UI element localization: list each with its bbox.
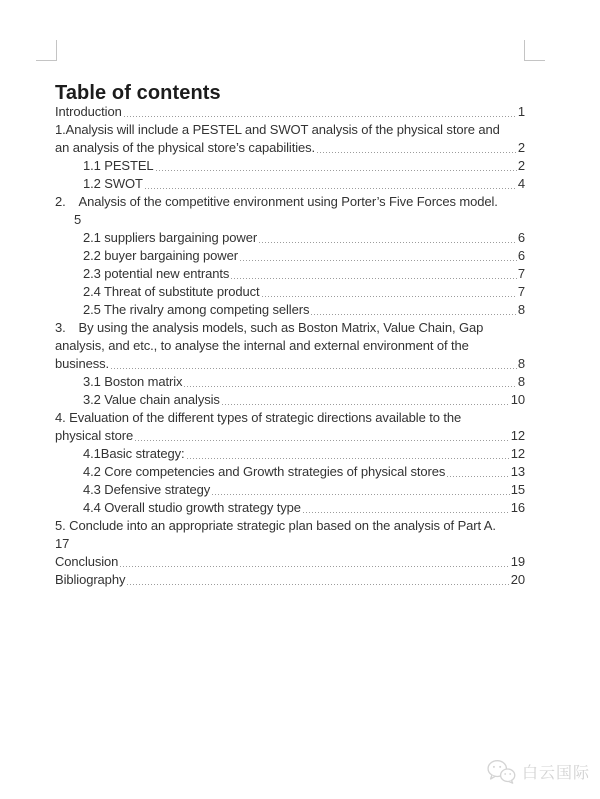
toc-entry[interactable] [55,571,525,589]
watermark [486,759,590,784]
toc-entry-label: 4.1Basic strategy: [83,446,185,461]
toc-page-number: 7 [517,266,525,281]
toc-page-number: 20 [510,572,525,587]
toc-entry[interactable] [55,103,525,121]
toc-page-number: 2 [517,158,525,173]
toc-page-number: 13 [510,464,525,479]
toc-entry[interactable] [55,391,525,409]
toc-entry[interactable] [55,463,525,481]
toc-entry[interactable] [55,193,525,211]
toc-entry-label: analysis, and etc., to analyse the internal and external environment of the [55,338,469,353]
toc-dot-leader [145,188,517,189]
toc-dot-leader [471,350,524,351]
toc-entry-label: 4.3 Defensive strategy [83,482,211,497]
toc-page-number: 16 [510,500,525,515]
toc-entry-label: Bibliography [55,572,126,587]
toc-page-number: 6 [517,230,525,245]
toc-page-number: 6 [517,248,525,263]
toc-entry[interactable] [55,355,525,373]
toc-dot-leader [311,314,517,315]
toc-dot-leader [485,332,524,333]
toc-dot-leader [498,530,524,531]
toc-page-number: 12 [510,428,525,443]
toc-entry-label: 2.4 Threat of substitute product [83,284,260,299]
page-title: Table of contents [55,82,221,105]
toc-dot-leader [127,584,509,585]
toc-page-number: 19 [510,554,525,569]
toc-entry[interactable] [55,337,525,355]
watermark-label: 白云国际 [521,765,590,782]
toc-entry-label: physical store [55,428,134,443]
toc-dot-leader [222,404,510,405]
toc-entry[interactable] [55,517,525,535]
toc-dot-leader [120,566,509,567]
toc-dot-leader [184,386,516,387]
toc-entry[interactable] [55,373,525,391]
toc-entry-label: 1.2 SWOT [83,176,143,191]
toc-entry[interactable] [55,553,525,571]
toc-entry-label: 2. Analysis of the competitive environment using Porter’s Five Forces model. [55,194,498,209]
toc-entry-label: Conclusion [55,554,119,569]
toc-page-number: 7 [517,284,525,299]
toc-entry-label: 2.5 The rivalry among competing sellers [83,302,310,317]
toc-page-number: 2 [517,140,525,155]
toc-entry-label: 2.1 suppliers bargaining power [83,230,258,245]
toc-entry[interactable] [55,211,525,229]
toc-entry-label: 5. Conclude into an appropriate strategic plan based on the analysis of Part A. [55,518,496,533]
toc-entry-label: 5 [74,212,82,227]
toc-dot-leader [303,512,510,513]
toc-entry[interactable] [55,499,525,517]
toc-page-number: 12 [510,446,525,461]
toc-entry-label: Introduction [55,104,122,119]
toc-dot-leader [262,296,517,297]
toc-entry[interactable] [55,409,525,427]
toc-entry-label: 1.Analysis will include a PESTEL and SWOT analysis of the physical store and [55,122,500,137]
toc-dot-leader [187,458,510,459]
toc-dot-leader [111,368,517,369]
toc-dot-leader [83,224,524,225]
toc-page-number: 1 [517,104,525,119]
toc-page-number: 4 [517,176,525,191]
toc-entry-label: 3. By using the analysis models, such as Boston Matrix, Value Chain, Gap [55,320,484,335]
toc-entry[interactable] [55,445,525,463]
toc-list [55,103,525,589]
toc-dot-leader [447,476,509,477]
margin-crop-mark-top-left [36,40,57,61]
toc-page-number: 8 [517,356,525,371]
toc-entry-label: 3.2 Value chain analysis [83,392,220,407]
toc-page-number: 10 [510,392,525,407]
toc-entry[interactable] [55,427,525,445]
toc-dot-leader [212,494,510,495]
toc-entry[interactable] [55,319,525,337]
toc-entry[interactable] [55,481,525,499]
toc-entry-label: 4.4 Overall studio growth strategy type [83,500,301,515]
toc-entry-label: 2.2 buyer bargaining power [83,248,238,263]
toc-entry[interactable] [55,139,525,157]
toc-entry[interactable] [55,175,525,193]
toc-entry[interactable] [55,283,525,301]
toc-entry[interactable] [55,265,525,283]
toc-dot-leader [71,548,524,549]
toc-entry[interactable] [55,535,525,553]
toc-entry[interactable] [55,301,525,319]
toc-entry-label: 4. Evaluation of the different types of strategic directions available to the [55,410,462,425]
toc-dot-leader [259,242,517,243]
toc-entry-label: business. [55,356,110,371]
toc-dot-leader [231,278,517,279]
toc-entry-label: 17 [55,536,70,551]
toc-entry[interactable] [55,247,525,265]
toc-entry[interactable] [55,229,525,247]
toc-entry-label: 2.3 potential new entrants [83,266,230,281]
toc-page-number: 8 [517,374,525,389]
toc-dot-leader [156,170,517,171]
toc-entry[interactable] [55,157,525,175]
toc-entry-label: an analysis of the physical store’s capabilities. [55,140,316,155]
toc-dot-leader [500,206,524,207]
toc-dot-leader [502,134,524,135]
toc-dot-leader [463,422,524,423]
toc-entry-label: 4.2 Core competencies and Growth strategies of physical stores [83,464,446,479]
toc-entry[interactable] [55,121,525,139]
wechat-icon [486,759,516,784]
toc-entry-label: 3.1 Boston matrix [83,374,183,389]
toc-dot-leader [124,116,517,117]
toc-dot-leader [240,260,517,261]
margin-crop-mark-top-right [524,40,545,61]
toc-page-number: 8 [517,302,525,317]
toc-dot-leader [317,152,517,153]
toc-page-number: 15 [510,482,525,497]
toc-entry-label: 1.1 PESTEL [83,158,154,173]
toc-dot-leader [135,440,510,441]
